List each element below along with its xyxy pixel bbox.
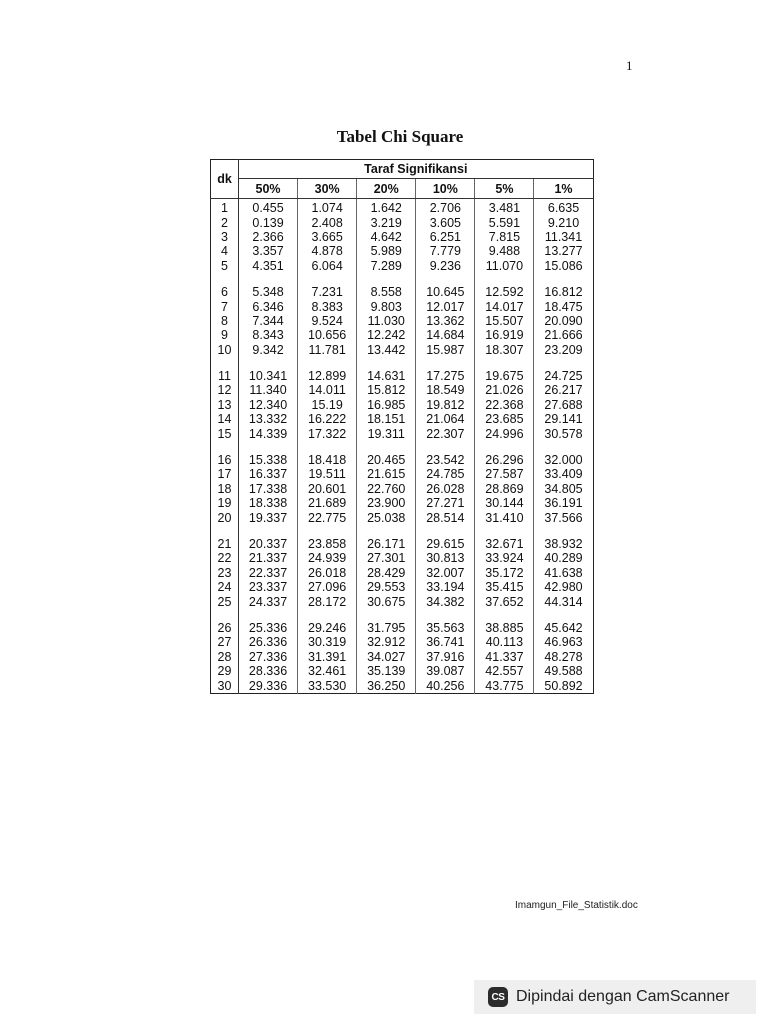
table-row: [211, 537, 594, 551]
table-row: [211, 594, 594, 608]
table-row: [211, 343, 594, 357]
value-cell: 42.557: [475, 664, 534, 678]
spacer-cell: [475, 357, 534, 369]
dk-cell: 14: [211, 412, 239, 426]
value-cell: 27.271: [416, 496, 475, 510]
value-cell: 48.278: [544, 649, 583, 664]
value-cell: 49.588: [544, 664, 583, 679]
value-cell: 4.642: [357, 230, 416, 244]
value-cell: 3.357: [239, 244, 298, 258]
camscanner-logo-icon: CS: [488, 987, 508, 1007]
table-row: [211, 215, 594, 229]
value-cell: 26.171: [357, 537, 416, 551]
dk-cell: 17: [211, 467, 239, 481]
value-cell: 13.362: [416, 314, 475, 328]
table-row: [211, 383, 594, 397]
value-cell: 43.775: [475, 678, 534, 693]
row-spacer: [211, 525, 594, 537]
value-cell: 16.812: [544, 285, 583, 300]
value-cell: 5.348: [239, 285, 298, 299]
value-cell: 16.222: [298, 412, 357, 426]
value-cell: 33.924: [475, 551, 534, 565]
column-header: 10%: [416, 179, 475, 199]
value-cell: 3.665: [298, 230, 357, 244]
table-row: [211, 412, 594, 426]
spacer-cell: [239, 273, 298, 285]
value-cell: 30.578: [544, 426, 583, 441]
value-cell: 41.337: [475, 650, 534, 664]
value-cell: 23.209: [544, 342, 583, 357]
camscanner-badge: [474, 980, 756, 1014]
dk-cell: 22: [211, 551, 239, 565]
value-cell: 7.289: [357, 259, 416, 273]
value-cell: 26.336: [239, 635, 298, 649]
value-cell: 28.172: [298, 594, 357, 608]
page-number: 1: [626, 58, 633, 73]
value-cell: 25.336: [239, 621, 298, 635]
value-cell: 3.481: [475, 201, 534, 215]
value-cell: 32.461: [298, 664, 357, 678]
value-cell: 4.878: [298, 244, 357, 258]
value-cell: 35.415: [475, 580, 534, 594]
value-cell: 42.980: [544, 580, 583, 595]
value-cell: 24.785: [416, 467, 475, 481]
value-cell: 15.987: [416, 343, 475, 357]
value-cell: 8.383: [298, 299, 357, 313]
table-row: [211, 398, 594, 412]
value-cell: 19.511: [298, 467, 357, 481]
footer-filename: Imamgun_File_Statistik.doc: [515, 900, 638, 911]
value-cell: 44.314: [544, 594, 583, 609]
value-cell: 5.989: [357, 244, 416, 258]
dk-cell: 13: [211, 398, 239, 412]
table-row: [211, 580, 594, 594]
spacer-cell: [357, 441, 416, 453]
value-cell: 24.996: [475, 426, 534, 440]
column-header: 5%: [475, 179, 534, 199]
chi-square-table: [210, 159, 594, 694]
spacer-cell: [298, 441, 357, 453]
value-cell: 26.028: [416, 482, 475, 496]
value-cell: 18.475: [544, 299, 583, 314]
spacer-cell: [534, 525, 593, 537]
value-cell: 24.939: [298, 551, 357, 565]
value-cell: 21.666: [544, 328, 583, 343]
value-cell: 23.685: [475, 412, 534, 426]
value-cell: 32.671: [475, 537, 534, 551]
value-cell: 14.631: [357, 369, 416, 383]
spacer-cell: [239, 357, 298, 369]
value-cell: 31.795: [357, 621, 416, 635]
value-cell: 19.337: [239, 510, 298, 524]
dk-cell: 15: [211, 426, 239, 440]
spacer-cell: [534, 441, 593, 453]
value-cell: 26.018: [298, 566, 357, 580]
table-row: [211, 678, 594, 693]
value-cell: 22.760: [357, 482, 416, 496]
value-cell: 45.642: [544, 620, 583, 635]
table-row: [211, 566, 594, 580]
spacer-cell: [298, 357, 357, 369]
value-cell: 9.236: [416, 259, 475, 273]
significance-group-header: Taraf Signifikansi: [239, 160, 594, 179]
value-cell: 5.591: [475, 215, 534, 229]
value-cell: 21.026: [475, 383, 534, 397]
dk-cell: 9: [211, 328, 239, 342]
value-cell: 33.409: [544, 467, 583, 482]
value-cell: 32.007: [416, 566, 475, 580]
value-cell: 18.549: [416, 383, 475, 397]
value-cell: 9.524: [298, 314, 357, 328]
spacer-cell: [211, 609, 239, 621]
value-cell: 19.311: [357, 426, 416, 440]
value-cell: 36.741: [416, 635, 475, 649]
table-body: [211, 199, 594, 694]
value-cell: 6.346: [239, 299, 298, 313]
table-row: [211, 650, 594, 664]
value-cell: 11.781: [298, 343, 357, 357]
value-cell: 37.916: [416, 650, 475, 664]
value-cell: 2.366: [239, 230, 298, 244]
dk-cell: 29: [211, 664, 239, 678]
value-cell: 14.684: [416, 328, 475, 342]
value-cell: 25.038: [357, 510, 416, 524]
value-cell: 11.341: [544, 229, 583, 244]
value-cell: 27.587: [475, 467, 534, 481]
value-cell: 6.635: [547, 201, 580, 216]
value-cell: 22.307: [416, 426, 475, 440]
value-cell: 24.337: [239, 594, 298, 608]
value-cell: 32.912: [357, 635, 416, 649]
value-cell: 26.217: [544, 383, 583, 398]
dk-cell: 19: [211, 496, 239, 510]
spacer-cell: [357, 273, 416, 285]
value-cell: 30.144: [475, 496, 534, 510]
value-cell: 19.675: [475, 369, 534, 383]
dk-cell: 3: [211, 230, 239, 244]
table-row: [211, 259, 594, 273]
value-cell: 7.779: [416, 244, 475, 258]
row-spacer: [211, 609, 594, 621]
value-cell: 16.985: [357, 398, 416, 412]
value-cell: 33.194: [416, 580, 475, 594]
spacer-cell: [534, 609, 593, 621]
value-cell: 21.064: [416, 412, 475, 426]
value-cell: 6.064: [298, 259, 357, 273]
value-cell: 50.892: [544, 678, 583, 693]
value-cell: 11.070: [475, 259, 534, 273]
spacer-cell: [239, 609, 298, 621]
table-row: [211, 230, 594, 244]
value-cell: 46.963: [544, 635, 583, 650]
value-cell: 20.465: [357, 453, 416, 467]
value-cell: 15.338: [239, 453, 298, 467]
value-cell: 23.900: [357, 496, 416, 510]
dk-cell: 5: [211, 259, 239, 273]
dk-cell: 24: [211, 580, 239, 594]
value-cell: 17.275: [416, 369, 475, 383]
row-spacer: [211, 441, 594, 453]
dk-cell: 25: [211, 594, 239, 608]
value-cell: 27.336: [239, 650, 298, 664]
dk-cell: 12: [211, 383, 239, 397]
value-cell: 7.815: [475, 230, 534, 244]
value-cell: 15.19: [298, 398, 357, 412]
spacer-cell: [475, 525, 534, 537]
column-header: 50%: [239, 179, 298, 199]
table-row: [211, 635, 594, 649]
value-cell: 30.675: [357, 594, 416, 608]
value-cell: 34.382: [416, 594, 475, 608]
spacer-cell: [211, 525, 239, 537]
value-cell: 9.342: [239, 343, 298, 357]
table-row: [211, 621, 594, 635]
table-row: [211, 551, 594, 565]
value-cell: 38.932: [544, 537, 583, 551]
value-cell: 34.027: [357, 650, 416, 664]
value-cell: 11.030: [357, 314, 416, 328]
table-row: [211, 299, 594, 313]
value-cell: 7.231: [298, 285, 357, 299]
value-cell: 14.011: [298, 383, 357, 397]
value-cell: 33.530: [298, 678, 357, 693]
spacer-cell: [211, 273, 239, 285]
value-cell: 36.191: [544, 496, 583, 511]
spacer-cell: [211, 357, 239, 369]
value-cell: 3.219: [357, 215, 416, 229]
value-cell: 28.336: [239, 664, 298, 678]
value-cell: 18.418: [298, 453, 357, 467]
value-cell: 18.338: [239, 496, 298, 510]
dk-cell: 23: [211, 566, 239, 580]
value-cell: 11.340: [239, 383, 298, 397]
value-cell: 9.488: [475, 244, 534, 258]
column-header: 30%: [298, 179, 357, 199]
value-cell: 22.775: [298, 510, 357, 524]
value-cell: 0.139: [239, 215, 298, 229]
dk-cell: 11: [211, 369, 239, 383]
value-cell: 22.337: [239, 566, 298, 580]
table-row: [211, 244, 594, 258]
value-cell: 18.151: [357, 412, 416, 426]
value-cell: 0.455: [239, 201, 298, 215]
value-cell: 1.642: [357, 201, 416, 215]
table-row: [211, 285, 594, 299]
value-cell: 21.689: [298, 496, 357, 510]
value-cell: 16.337: [239, 467, 298, 481]
spacer-cell: [534, 357, 593, 369]
dk-cell: 16: [211, 453, 239, 467]
value-cell: 2.408: [298, 215, 357, 229]
camscanner-label: Dipindai dengan CamScanner: [516, 988, 730, 1005]
value-cell: 29.615: [416, 537, 475, 551]
spacer-cell: [534, 273, 593, 285]
column-header: 20%: [357, 179, 416, 199]
dk-cell: 4: [211, 244, 239, 258]
dk-cell: 30: [211, 678, 239, 693]
value-cell: 26.296: [475, 453, 534, 467]
row-spacer: [211, 273, 594, 285]
table-row: [211, 496, 594, 510]
value-cell: 10.341: [239, 369, 298, 383]
value-cell: 27.096: [298, 580, 357, 594]
value-cell: 23.858: [298, 537, 357, 551]
value-cell: 28.429: [357, 566, 416, 580]
value-cell: 29.336: [239, 678, 298, 693]
dk-cell: 21: [211, 537, 239, 551]
spacer-cell: [357, 357, 416, 369]
table-row: [211, 201, 594, 215]
value-cell: 14.339: [239, 426, 298, 440]
value-cell: 27.688: [544, 397, 583, 412]
value-cell: 21.615: [357, 467, 416, 481]
spacer-cell: [298, 525, 357, 537]
dk-cell: 28: [211, 650, 239, 664]
value-cell: 7.344: [239, 314, 298, 328]
value-cell: 2.706: [416, 201, 475, 215]
value-cell: 39.087: [416, 664, 475, 678]
table-row: [211, 664, 594, 678]
value-cell: 13.277: [544, 244, 583, 259]
value-cell: 15.507: [475, 314, 534, 328]
value-cell: 27.301: [357, 551, 416, 565]
spacer-cell: [475, 441, 534, 453]
value-cell: 23.542: [416, 453, 475, 467]
value-cell: 20.337: [239, 537, 298, 551]
table-row: [211, 467, 594, 481]
value-cell: 17.338: [239, 482, 298, 496]
value-cell: 28.514: [416, 510, 475, 524]
value-cell: 10.656: [298, 328, 357, 342]
value-cell: 34.805: [544, 481, 583, 496]
value-cell: 15.812: [357, 383, 416, 397]
value-cell: 16.919: [475, 328, 534, 342]
spacer-cell: [298, 609, 357, 621]
value-cell: 38.885: [475, 621, 534, 635]
spacer-cell: [416, 273, 475, 285]
value-cell: 12.242: [357, 328, 416, 342]
value-cell: 30.319: [298, 635, 357, 649]
value-cell: 4.351: [239, 259, 298, 273]
spacer-cell: [211, 441, 239, 453]
value-cell: 21.337: [239, 551, 298, 565]
value-cell: 15.086: [544, 258, 583, 273]
value-cell: 35.563: [416, 621, 475, 635]
value-cell: 13.442: [357, 343, 416, 357]
value-cell: 3.605: [416, 215, 475, 229]
value-cell: 14.017: [475, 299, 534, 313]
value-cell: 32.000: [544, 453, 583, 468]
spacer-cell: [475, 273, 534, 285]
value-cell: 31.410: [475, 510, 534, 524]
table-row: [211, 453, 594, 467]
spacer-cell: [239, 525, 298, 537]
value-cell: 35.172: [475, 566, 534, 580]
table-row: [211, 369, 594, 383]
value-cell: 31.391: [298, 650, 357, 664]
table-row: [211, 482, 594, 496]
value-cell: 17.322: [298, 426, 357, 440]
value-cell: 37.566: [544, 510, 583, 525]
value-cell: 29.553: [357, 580, 416, 594]
column-header: 1%: [534, 179, 593, 199]
value-cell: 18.307: [475, 343, 534, 357]
spacer-cell: [416, 609, 475, 621]
value-cell: 40.289: [544, 551, 583, 566]
spacer-cell: [357, 525, 416, 537]
dk-cell: 18: [211, 482, 239, 496]
spacer-cell: [357, 609, 416, 621]
dk-cell: 26: [211, 621, 239, 635]
dk-cell: 7: [211, 299, 239, 313]
value-cell: 20.090: [544, 313, 583, 328]
value-cell: 19.812: [416, 398, 475, 412]
value-cell: 36.250: [357, 678, 416, 693]
value-cell: 12.340: [239, 398, 298, 412]
spacer-cell: [416, 525, 475, 537]
value-cell: 6.251: [416, 230, 475, 244]
spacer-cell: [298, 273, 357, 285]
value-cell: 22.368: [475, 398, 534, 412]
spacer-cell: [475, 609, 534, 621]
value-cell: 40.113: [475, 635, 534, 649]
value-cell: 29.246: [298, 621, 357, 635]
value-cell: 37.652: [475, 594, 534, 608]
spacer-cell: [239, 441, 298, 453]
value-cell: 35.139: [357, 664, 416, 678]
spacer-cell: [416, 357, 475, 369]
value-cell: 23.337: [239, 580, 298, 594]
value-cell: 9.803: [357, 299, 416, 313]
table-row: [211, 328, 594, 342]
dk-cell: 10: [211, 343, 239, 357]
value-cell: 13.332: [239, 412, 298, 426]
value-cell: 8.558: [357, 285, 416, 299]
dk-cell: 27: [211, 635, 239, 649]
value-cell: 10.645: [416, 285, 475, 299]
value-cell: 12.592: [475, 285, 534, 299]
value-cell: 12.899: [298, 369, 357, 383]
value-cell: 29.141: [544, 412, 583, 427]
table-row: [211, 426, 594, 440]
table-row: [211, 314, 594, 328]
value-cell: 41.638: [544, 565, 583, 580]
page-title: Tabel Chi Square: [336, 127, 464, 146]
value-cell: 20.601: [298, 482, 357, 496]
spacer-cell: [416, 441, 475, 453]
value-cell: 12.017: [416, 299, 475, 313]
value-cell: 28.869: [475, 482, 534, 496]
dk-header: dk: [211, 160, 239, 199]
dk-cell: 2: [211, 215, 239, 229]
value-cell: 30.813: [416, 551, 475, 565]
value-cell: 1.074: [298, 201, 357, 215]
dk-cell: 6: [211, 285, 239, 299]
value-cell: 8.343: [239, 328, 298, 342]
value-cell: 40.256: [416, 678, 475, 693]
row-spacer: [211, 357, 594, 369]
value-cell: 24.725: [544, 369, 583, 384]
value-cell: 9.210: [547, 215, 580, 230]
dk-cell: 20: [211, 510, 239, 524]
table-row: [211, 510, 594, 524]
dk-cell: 8: [211, 314, 239, 328]
dk-cell: 1: [211, 201, 239, 215]
